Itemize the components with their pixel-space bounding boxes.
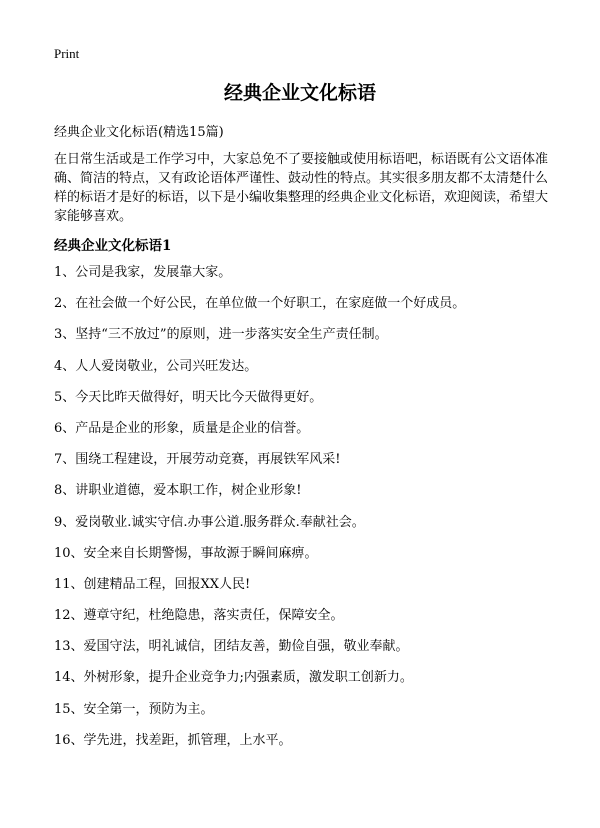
print-link[interactable]: Print — [54, 46, 80, 61]
page-title: 经典企业文化标语 — [223, 82, 376, 104]
list-item: 6、产品是企业的形象，质量是企业的信誉。 — [54, 420, 310, 436]
list-item: 1、公司是我家，发展靠大家。 — [54, 265, 232, 280]
intro-paragraph: 在日常生活或是工作学习中，大家总免不了要接触或使用标语吧，标语既有公文语体准确、简洁的特点，又有政论语体严谨性、鼓动性的特点。其实很多朋友都不太清楚什么样的标语才是好的标语，以下是小编收集整理的经典企业文化标语，欢迎阅读，希望大家能够喜欢。 — [54, 152, 549, 224]
list-item: 3、坚持“三不放过”的原则，进一步落实安全生产责任制。 — [54, 327, 388, 343]
list-item: 15、安全第一，预防为主。 — [54, 701, 214, 717]
list-item: 8、讲职业道德，爱本职工作，树企业形象! — [54, 483, 302, 499]
list-item: 10、安全来自长期警惕，事故源于瞬间麻痹。 — [54, 545, 318, 561]
list-item: 7、围绕工程建设，开展劳动竞赛，再展铁军风采! — [54, 452, 341, 468]
list-item: 14、外树形象，提升企业竞争力;内强素质，激发职工创新力。 — [54, 670, 413, 686]
list-item: 16、学先进，找差距，抓管理，上水平。 — [54, 732, 292, 748]
list-item: 9、爱岗敬业.诚实守信.办事公道.服务群众.奉献社会。 — [54, 514, 365, 530]
list-item: 13、爱国守法，明礼诚信，团结友善，勤俭自强，敬业奉献。 — [54, 639, 409, 655]
list-item: 4、人人爱岗敬业，公司兴旺发达。 — [54, 358, 258, 374]
document-subtitle: 经典企业文化标语(精选15篇) — [54, 125, 224, 140]
list-item: 2、在社会做一个好公民，在单位做一个好职工，在家庭做一个好成员。 — [54, 296, 466, 312]
section-heading: 经典企业文化标语1 — [54, 238, 172, 254]
list-item: 5、今天比昨天做得好，明天比今天做得更好。 — [54, 389, 323, 405]
list-item: 11、创建精品工程，回报XX人民! — [54, 576, 251, 592]
list-item: 12、遵章守纪，杜绝隐患，落实责任，保障安全。 — [54, 608, 344, 624]
slogan-list — [54, 264, 554, 763]
